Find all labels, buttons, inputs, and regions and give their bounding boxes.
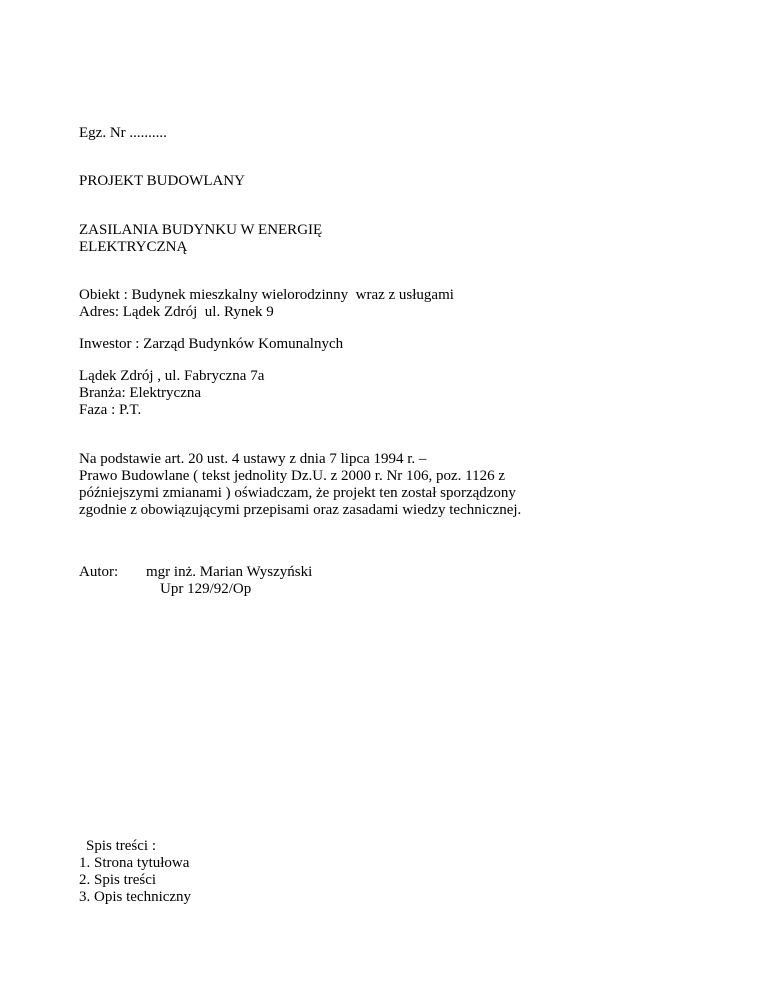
copy-number: Egz. Nr .......... <box>79 125 167 141</box>
phase: Faza : P.T. <box>79 402 142 418</box>
object-description: Obiekt : Budynek mieszkalny wielorodzinny wraz z usługami <box>79 287 454 303</box>
toc-item: 2. Spis treści <box>79 872 157 888</box>
investor-name: Inwestor : Zarząd Budynków Komunalnych <box>79 336 344 352</box>
toc-heading: Spis treści : <box>86 838 156 854</box>
toc-item: 1. Strona tytułowa <box>79 855 190 871</box>
subject-line-2: ELEKTRYCZNĄ <box>79 239 188 255</box>
project-title: PROJEKT BUDOWLANY <box>79 173 245 189</box>
branch: Branża: Elektryczna <box>79 385 202 401</box>
investor-address: Lądek Zdrój , ul. Fabryczna 7a <box>79 368 265 384</box>
statement-line-4: zgodnie z obowiązującymi przepisami oraz zasadami wiedzy technicznej. <box>79 502 522 518</box>
statement-line-1: Na podstawie art. 20 ust. 4 ustawy z dnia 7 lipca 1994 r. – <box>79 451 427 467</box>
author-name: mgr inż. Marian Wyszyński <box>146 564 313 580</box>
subject-line-1: ZASILANIA BUDYNKU W ENERGIĘ <box>79 222 323 238</box>
author-label: Autor: <box>79 564 119 580</box>
toc-item: 3. Opis techniczny <box>79 889 192 905</box>
statement-line-2: Prawo Budowlane ( tekst jednolity Dz.U. z 2000 r. Nr 106, poz. 1126 z <box>79 468 506 484</box>
object-address: Adres: Lądek Zdrój ul. Rynek 9 <box>79 304 274 320</box>
author-license: Upr 129/92/Op <box>160 581 252 597</box>
statement-line-3: późniejszymi zmianami ) oświadczam, że projekt ten został sporządzony <box>79 485 516 501</box>
